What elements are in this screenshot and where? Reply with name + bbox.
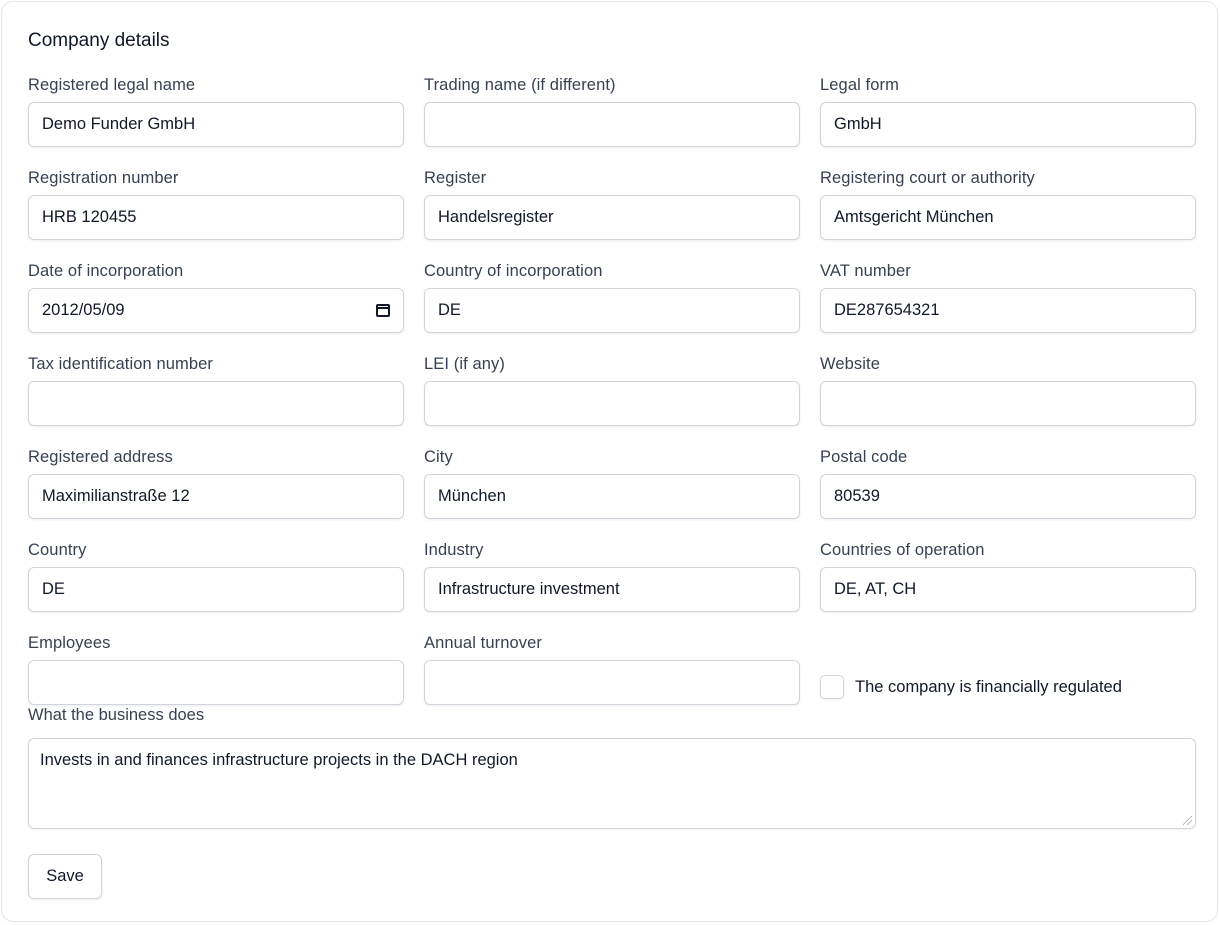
field-register <box>424 167 800 260</box>
field-label: Country of incorporation <box>424 262 603 280</box>
field-label: Register <box>424 169 487 187</box>
input-value: GmbH <box>834 115 882 133</box>
input-value: DE, AT, CH <box>834 580 917 598</box>
field-label: Employees <box>28 634 111 652</box>
field-label: Website <box>820 355 881 373</box>
field-registration-number <box>28 167 404 260</box>
lei-input[interactable] <box>424 381 800 426</box>
input-value: München <box>438 487 506 505</box>
resize-handle-icon[interactable] <box>1183 816 1192 825</box>
industry-input[interactable] <box>424 567 800 612</box>
postal-code-input[interactable] <box>820 474 1196 519</box>
input-value: Amtsgericht München <box>834 208 994 226</box>
field-label: VAT number <box>820 262 911 280</box>
registered-legal-name-input[interactable] <box>28 102 404 147</box>
field-label: Trading name (if different) <box>424 76 616 94</box>
input-value: DE287654321 <box>834 301 940 319</box>
business-description-label: What the business does <box>28 706 205 724</box>
countries-of-operation-input[interactable] <box>820 567 1196 612</box>
city-input[interactable] <box>424 474 800 519</box>
field-lei <box>424 353 800 446</box>
field-label: Legal form <box>820 76 899 94</box>
employees-input[interactable] <box>28 660 404 705</box>
vat-number-input[interactable] <box>820 288 1196 333</box>
field-registered-legal-name <box>28 74 404 167</box>
field-label: Registering court or authority <box>820 169 1035 187</box>
trading-name-input[interactable] <box>424 102 800 147</box>
field-annual-turnover <box>424 632 800 725</box>
input-value: DE <box>42 580 65 598</box>
textarea-value: Invests in and finances infrastructure projects in the DACH region <box>40 751 518 769</box>
field-label: Registered address <box>28 448 173 466</box>
field-countries-of-operation <box>820 539 1196 632</box>
field-postal-code <box>820 446 1196 539</box>
field-website <box>820 353 1196 446</box>
save-button[interactable]: Save <box>28 854 102 899</box>
input-value: Infrastructure investment <box>438 580 620 598</box>
field-label: LEI (if any) <box>424 355 505 373</box>
regulated-checkbox[interactable] <box>820 675 844 699</box>
field-label: Postal code <box>820 448 908 466</box>
register-input[interactable] <box>424 195 800 240</box>
input-value: Handelsregister <box>438 208 554 226</box>
input-value: HRB 120455 <box>42 208 137 226</box>
registration-number-input[interactable] <box>28 195 404 240</box>
field-label: Countries of operation <box>820 541 985 559</box>
field-trading-name <box>424 74 800 167</box>
field-country <box>28 539 404 632</box>
country-of-incorporation-input[interactable] <box>424 288 800 333</box>
field-label: Registered legal name <box>28 76 196 94</box>
input-value: 2012/05/09 <box>42 301 125 319</box>
field-city <box>424 446 800 539</box>
legal-form-input[interactable] <box>820 102 1196 147</box>
field-label: Registration number <box>28 169 179 187</box>
date-of-incorporation-input[interactable] <box>28 288 404 333</box>
company-form-grid <box>28 74 1196 725</box>
calendar-icon[interactable] <box>376 304 390 317</box>
registered-address-input[interactable] <box>28 474 404 519</box>
field-label: Date of incorporation <box>28 262 184 280</box>
regulated-checkbox-row[interactable] <box>820 632 1196 725</box>
business-description-textarea[interactable] <box>28 738 1196 829</box>
input-value: Maximilianstraße 12 <box>42 487 190 505</box>
field-date-of-incorporation <box>28 260 404 353</box>
field-label: Annual turnover <box>424 634 542 652</box>
field-label: Tax identification number <box>28 355 214 373</box>
input-value: DE <box>438 301 461 319</box>
website-input[interactable] <box>820 381 1196 426</box>
tax-id-input[interactable] <box>28 381 404 426</box>
country-input[interactable] <box>28 567 404 612</box>
field-legal-form <box>820 74 1196 167</box>
field-registered-address <box>28 446 404 539</box>
input-value: Demo Funder GmbH <box>42 115 196 133</box>
field-label: City <box>424 448 453 466</box>
section-title: Company details <box>28 30 170 51</box>
field-tax-id <box>28 353 404 446</box>
field-industry <box>424 539 800 632</box>
regulated-checkbox-label[interactable]: The company is financially regulated <box>855 677 1122 696</box>
field-country-of-incorporation <box>424 260 800 353</box>
input-value: 80539 <box>834 487 880 505</box>
field-vat-number <box>820 260 1196 353</box>
company-details-card <box>1 1 1218 922</box>
field-registering-court <box>820 167 1196 260</box>
field-label: Country <box>28 541 87 559</box>
field-label: Industry <box>424 541 484 559</box>
registering-court-input[interactable] <box>820 195 1196 240</box>
annual-turnover-input[interactable] <box>424 660 800 705</box>
